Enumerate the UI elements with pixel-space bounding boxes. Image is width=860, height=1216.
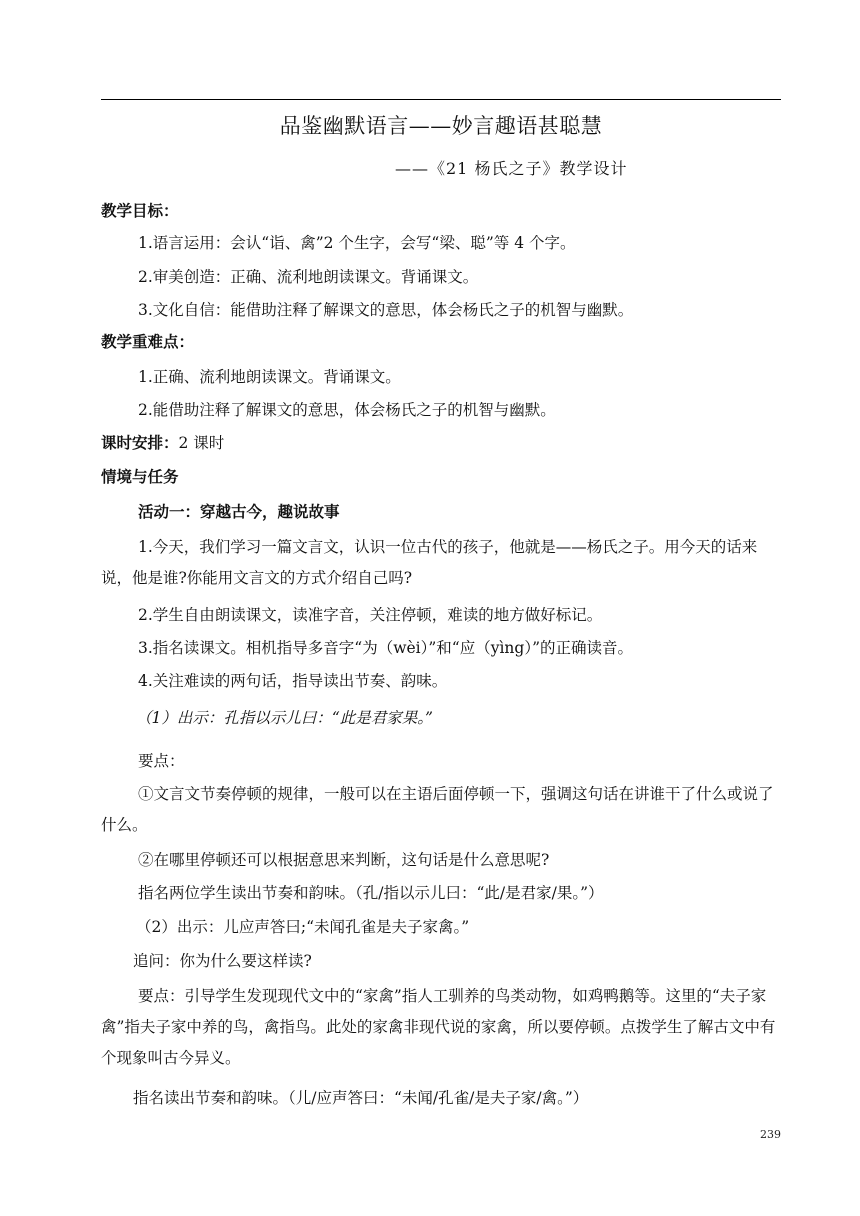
follow-up-question: 追问：你为什么要这样读?	[133, 952, 312, 970]
context-heading: 情境与任务	[101, 468, 179, 486]
point-1: ①文言文节奏停顿的规律，一般可以在主语后面停顿一下，强调这句话在讲谁干了什么或说了什么。	[101, 785, 774, 834]
point-3: 要点：引导学生发现现代文中的“家禽”指人工驯养的鸟类动物，如鸡鸭鹅等。这里的“夫子家禽”指夫子家中养的鸟，禽指鸟。此处的家禽非现代说的家禽，所以要停顿。点拨学生了解古文中有个现象叫古今异义。	[101, 987, 776, 1067]
schedule-label: 课时安排：	[101, 434, 179, 452]
key-points-heading: 教学重难点：	[101, 333, 195, 351]
activity1-step-1: 1.今天，我们学习一篇文言文，认识一位古代的孩子，他就是——杨氏之子。用今天的话来说，他是谁?你能用文言文的方式介绍自己吗?	[101, 538, 758, 587]
read-instruction-1: 指名两位学生读出节奏和韵味。（孔/指以示儿曰：“此/是君家/果。”）	[138, 884, 604, 902]
goal-item: 1.语言运用：会认“诣、禽”2 个生字，会写“梁、聪”等 4 个字。	[138, 234, 576, 252]
show-sentence-2: （2）出示：儿应声答曰;“未闻孔雀是夫子家禽。”	[136, 918, 470, 936]
goal-item: 3.文化自信：能借助注释了解课文的意思，体会杨氏之子的机智与幽默。	[138, 301, 634, 319]
activity1-step-4: 4.关注难读的两句话，指导读出节奏、韵味。	[138, 672, 448, 690]
point-2: ②在哪里停顿还可以根据意思来判断，这句话是什么意思呢?	[138, 851, 550, 869]
goals-heading: 教学目标：	[101, 202, 179, 220]
header-rule	[101, 99, 781, 100]
schedule-value: 2 课时	[178, 434, 225, 452]
activity1-step-3: 3.指名读课文。相机指导多音字“为（wèi）”和“应（yìng）”的正确读音。	[138, 639, 634, 657]
document-title: 品鉴幽默语言——妙言趣语甚聪慧	[279, 114, 603, 138]
activity1-heading: 活动一：穿越古今，趣说故事	[138, 503, 340, 521]
goal-item: 2.审美创造：正确、流利地朗读课文。背诵课文。	[138, 268, 479, 286]
page-number: 239	[760, 1128, 781, 1141]
schedule-line	[101, 428, 781, 459]
read-instruction-2: 指名读出节奏和韵味。（儿/应声答曰：“未闻/孔雀/是夫子家/禽。”）	[133, 1089, 589, 1107]
key-point-item: 2.能借助注释了解课文的意思，体会杨氏之子的机智与幽默。	[138, 401, 556, 419]
activity1-step-2: 2.学生自由朗读课文，读准字音，关注停顿，难读的地方做好标记。	[138, 606, 603, 624]
document-subtitle: ——《21 杨氏之子》教学设计	[395, 159, 628, 178]
key-label: 要点：	[138, 752, 185, 770]
key-point-item: 1.正确、流利地朗读课文。背诵课文。	[138, 368, 401, 386]
show-sentence-1: （1）出示：孔指以示儿曰：“此是君家果。”	[136, 709, 433, 727]
